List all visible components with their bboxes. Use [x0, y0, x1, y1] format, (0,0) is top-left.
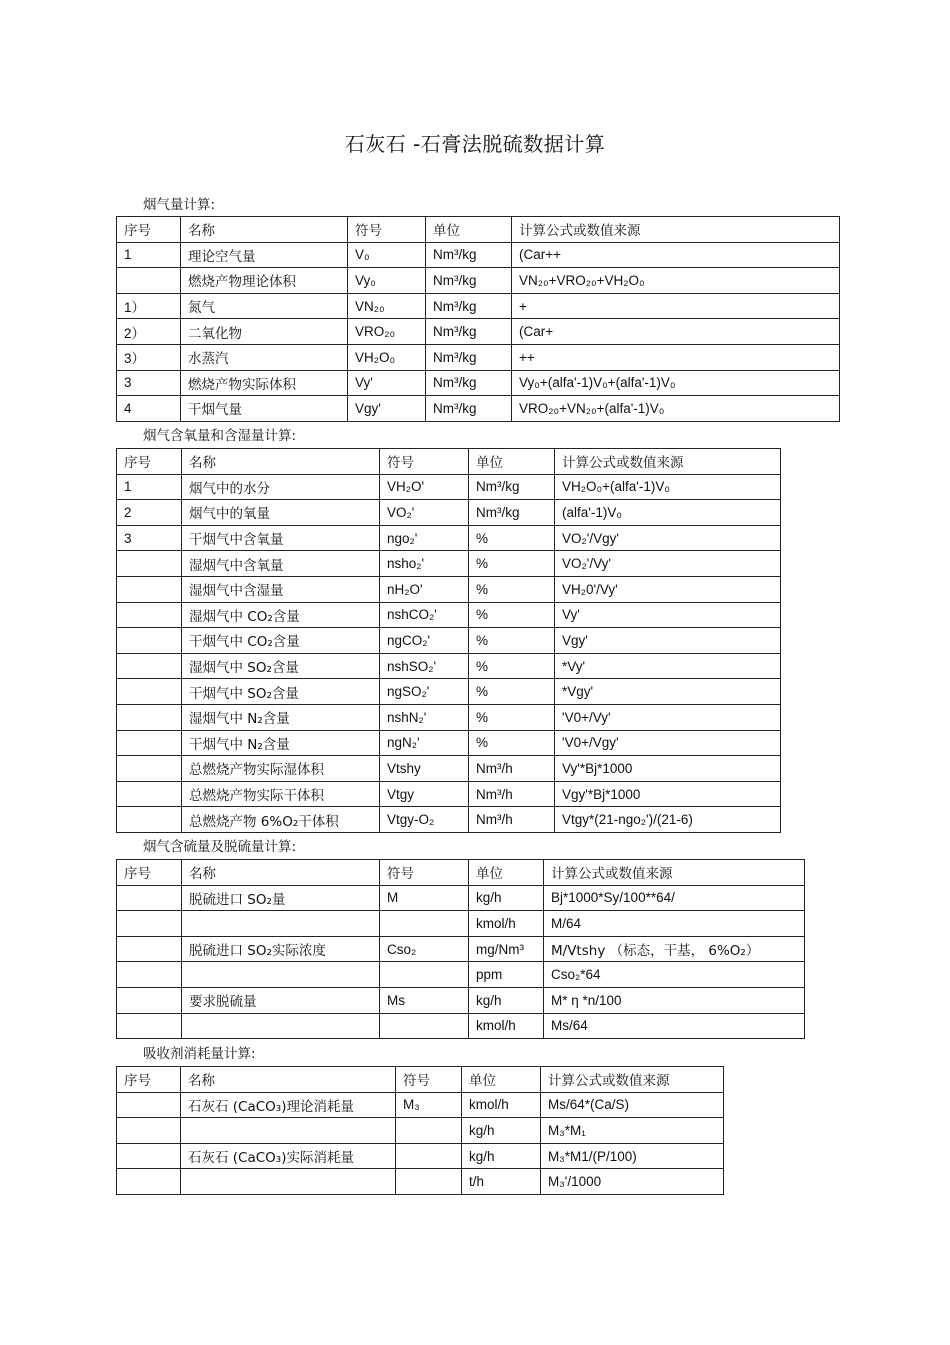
cell-name	[182, 962, 380, 988]
table-row	[117, 268, 840, 294]
cell-symbol: VN₂₀	[348, 293, 426, 319]
table-row	[117, 319, 840, 345]
cell-unit: %	[469, 730, 555, 756]
cell-index	[117, 551, 182, 577]
cell-formula: Vtgy*(21-ngo₂')/(21-6)	[555, 807, 781, 833]
cell-name	[181, 1118, 396, 1144]
cell-formula: Bj*1000*Sy/100**64/	[544, 885, 805, 911]
table-row	[117, 525, 781, 551]
cell-index	[117, 1092, 181, 1118]
cell-formula: VH₂O₀+(alfa'-1)V₀	[555, 474, 781, 500]
cell-unit: kg/h	[469, 987, 544, 1013]
cell-name: 石灰石 (CaCO₃)理论消耗量	[181, 1092, 396, 1118]
cell-formula: M₃*M1/(P/100)	[541, 1143, 724, 1169]
cell-unit: t/h	[462, 1169, 541, 1195]
cell-unit: Nm³/kg	[469, 474, 555, 500]
cell-unit: kmol/h	[469, 1013, 544, 1039]
cell-symbol: ngN₂'	[380, 730, 469, 756]
cell-symbol: nsho₂'	[380, 551, 469, 577]
cell-name: 湿烟气中含氧量	[182, 551, 380, 577]
cell-name: 干烟气中含氧量	[182, 525, 380, 551]
cell-symbol: Ms	[380, 987, 469, 1013]
cell-index	[117, 962, 182, 988]
table-row	[117, 730, 781, 756]
header-index: 序号	[117, 449, 182, 475]
cell-formula: Ms/64	[544, 1013, 805, 1039]
cell-index: 3）	[117, 344, 181, 370]
header-unit: 单位	[469, 449, 555, 475]
table-row	[117, 704, 781, 730]
cell-name	[182, 911, 380, 937]
cell-index	[117, 911, 182, 937]
table-row	[117, 962, 805, 988]
cell-unit: %	[469, 653, 555, 679]
cell-unit: Nm³/kg	[426, 293, 512, 319]
cell-index	[117, 756, 182, 782]
cell-symbol: Vtshy	[380, 756, 469, 782]
cell-unit: kmol/h	[462, 1092, 541, 1118]
cell-formula: VO₂'/Vgy'	[555, 525, 781, 551]
table-row	[117, 1143, 724, 1169]
cell-index: 1	[117, 474, 182, 500]
cell-index	[117, 602, 182, 628]
cell-formula: Ms/64*(Ca/S)	[541, 1092, 724, 1118]
cell-index	[117, 576, 182, 602]
cell-name: 总燃烧产物实际湿体积	[182, 756, 380, 782]
cell-unit: %	[469, 551, 555, 577]
cell-name: 氮气	[181, 293, 348, 319]
cell-unit: kmol/h	[469, 911, 544, 937]
section-label-flue-gas-volume: 烟气量计算:	[143, 197, 216, 213]
cell-name: 烟气中的氧量	[182, 500, 380, 526]
cell-name: 干烟气量	[181, 396, 348, 422]
cell-formula: M₃'/1000	[541, 1169, 724, 1195]
cell-formula: +	[512, 293, 840, 319]
cell-formula: Vy'	[555, 602, 781, 628]
page-title: 石灰石 -石膏法脱硫数据计算	[344, 132, 606, 156]
cell-symbol: nshN₂'	[380, 704, 469, 730]
table-row	[117, 1013, 805, 1039]
cell-symbol	[380, 911, 469, 937]
cell-name: 湿烟气中 CO₂含量	[182, 602, 380, 628]
cell-unit: Nm³/h	[469, 756, 555, 782]
cell-formula: (Car++	[512, 242, 840, 268]
cell-formula: VH₂0'/Vy'	[555, 576, 781, 602]
cell-symbol: Vy'	[348, 370, 426, 396]
table-row	[117, 756, 781, 782]
cell-formula: M/Vtshy （标态，干基， 6%O₂）	[544, 936, 805, 962]
cell-symbol: VO₂'	[380, 500, 469, 526]
header-name: 名称	[182, 860, 380, 886]
cell-unit: kg/h	[462, 1143, 541, 1169]
cell-name: 脱硫进口 SO₂实际浓度	[182, 936, 380, 962]
cell-index	[117, 730, 182, 756]
cell-formula: (alfa'-1)V₀	[555, 500, 781, 526]
table-row	[117, 936, 805, 962]
table-header-row	[117, 1067, 724, 1093]
header-name: 名称	[181, 1067, 396, 1093]
cell-unit: %	[469, 628, 555, 654]
cell-index	[117, 1118, 181, 1144]
table-row	[117, 293, 840, 319]
cell-formula: Vgy'	[555, 628, 781, 654]
cell-symbol	[380, 962, 469, 988]
cell-name: 脱硫进口 SO₂量	[182, 885, 380, 911]
table-row	[117, 1169, 724, 1195]
table-row	[117, 474, 781, 500]
cell-name: 烟气中的水分	[182, 474, 380, 500]
table-row	[117, 987, 805, 1013]
cell-symbol: nH₂O'	[380, 576, 469, 602]
cell-name	[182, 1013, 380, 1039]
cell-symbol: VH₂O₀	[348, 344, 426, 370]
cell-name: 干烟气中 N₂含量	[182, 730, 380, 756]
section-label-absorbent: 吸收剂消耗量计算:	[143, 1046, 256, 1062]
cell-formula: M/64	[544, 911, 805, 937]
header-symbol: 符号	[380, 860, 469, 886]
cell-index	[117, 1013, 182, 1039]
cell-index	[117, 628, 182, 654]
section-label-sulfur: 烟气含硫量及脱硫量计算:	[143, 839, 297, 855]
cell-symbol: V₀	[348, 242, 426, 268]
cell-formula: (Car+	[512, 319, 840, 345]
cell-formula: VN₂₀+VRO₂₀+VH₂O₀	[512, 268, 840, 294]
cell-formula: Cso₂*64	[544, 962, 805, 988]
cell-formula: M₃*M₁	[541, 1118, 724, 1144]
cell-symbol	[396, 1143, 462, 1169]
cell-name: 干烟气中 CO₂含量	[182, 628, 380, 654]
cell-unit: kg/h	[469, 885, 544, 911]
cell-name	[181, 1169, 396, 1195]
header-unit: 单位	[469, 860, 544, 886]
table-row	[117, 807, 781, 833]
cell-unit: %	[469, 525, 555, 551]
header-index: 序号	[117, 1067, 181, 1093]
cell-index: 2	[117, 500, 182, 526]
cell-unit: mg/Nm³	[469, 936, 544, 962]
cell-symbol: Vgy'	[348, 396, 426, 422]
cell-index	[117, 268, 181, 294]
cell-formula: *Vy'	[555, 653, 781, 679]
cell-name: 要求脱硫量	[182, 987, 380, 1013]
table-row	[117, 344, 840, 370]
cell-symbol: M	[380, 885, 469, 911]
cell-symbol	[380, 1013, 469, 1039]
cell-unit: ppm	[469, 962, 544, 988]
cell-unit: Nm³/kg	[469, 500, 555, 526]
header-name: 名称	[182, 449, 380, 475]
cell-formula: ++	[512, 344, 840, 370]
cell-symbol	[396, 1169, 462, 1195]
header-formula: 计算公式或数值来源	[544, 860, 805, 886]
cell-symbol	[396, 1118, 462, 1144]
cell-index	[117, 781, 182, 807]
cell-symbol: nshCO₂'	[380, 602, 469, 628]
cell-name: 燃烧产物理论体积	[181, 268, 348, 294]
cell-name: 水蒸汽	[181, 344, 348, 370]
cell-index	[117, 807, 182, 833]
cell-index: 1	[117, 242, 181, 268]
cell-unit: %	[469, 576, 555, 602]
table-header-row	[117, 449, 781, 475]
table-row	[117, 911, 805, 937]
table-row	[117, 576, 781, 602]
header-index: 序号	[117, 217, 181, 243]
cell-symbol: ngCO₂'	[380, 628, 469, 654]
cell-index	[117, 1169, 181, 1195]
cell-name: 干烟气中 SO₂含量	[182, 679, 380, 705]
cell-unit: Nm³/h	[469, 807, 555, 833]
cell-unit: Nm³/kg	[426, 319, 512, 345]
cell-symbol: ngSO₂'	[380, 679, 469, 705]
cell-index: 3	[117, 370, 181, 396]
cell-unit: %	[469, 602, 555, 628]
section-label-oxygen-moisture: 烟气含氧量和含湿量计算:	[143, 428, 297, 444]
cell-name: 二氧化物	[181, 319, 348, 345]
table-absorbent	[116, 1066, 724, 1195]
cell-index	[117, 936, 182, 962]
cell-formula: 'V0+/Vy'	[555, 704, 781, 730]
table-header-row	[117, 860, 805, 886]
cell-symbol: nshSO₂'	[380, 653, 469, 679]
cell-unit: Nm³/kg	[426, 344, 512, 370]
cell-index	[117, 704, 182, 730]
cell-name: 湿烟气中 N₂含量	[182, 704, 380, 730]
cell-symbol: Vy₀	[348, 268, 426, 294]
table-row	[117, 242, 840, 268]
table-row	[117, 1092, 724, 1118]
table-oxygen-moisture	[116, 448, 781, 833]
cell-name: 石灰石 (CaCO₃)实际消耗量	[181, 1143, 396, 1169]
cell-symbol: Cso₂	[380, 936, 469, 962]
cell-formula: Vy'*Bj*1000	[555, 756, 781, 782]
header-symbol: 符号	[380, 449, 469, 475]
cell-unit: Nm³/kg	[426, 268, 512, 294]
cell-index	[117, 885, 182, 911]
cell-unit: Nm³/kg	[426, 396, 512, 422]
cell-index	[117, 679, 182, 705]
cell-formula: Vgy'*Bj*1000	[555, 781, 781, 807]
table-header-row	[117, 217, 840, 243]
header-unit: 单位	[462, 1067, 541, 1093]
cell-unit: Nm³/kg	[426, 370, 512, 396]
header-formula: 计算公式或数值来源	[512, 217, 840, 243]
table-row	[117, 602, 781, 628]
cell-index: 2）	[117, 319, 181, 345]
cell-name: 湿烟气中 SO₂含量	[182, 653, 380, 679]
cell-index	[117, 1143, 181, 1169]
cell-symbol: ngo₂'	[380, 525, 469, 551]
cell-name: 总燃烧产物实际干体积	[182, 781, 380, 807]
cell-symbol: Vtgy	[380, 781, 469, 807]
table-row	[117, 628, 781, 654]
table-sulfur	[116, 859, 805, 1039]
table-row	[117, 653, 781, 679]
cell-unit: %	[469, 704, 555, 730]
table-row	[117, 679, 781, 705]
cell-index: 4	[117, 396, 181, 422]
cell-formula: 'V0+/Vgy'	[555, 730, 781, 756]
table-row	[117, 885, 805, 911]
table-flue-gas-volume	[116, 216, 840, 422]
table-row	[117, 500, 781, 526]
cell-index	[117, 653, 182, 679]
cell-name: 湿烟气中含湿量	[182, 576, 380, 602]
cell-index: 3	[117, 525, 182, 551]
cell-symbol: VRO₂₀	[348, 319, 426, 345]
cell-formula: VRO₂₀+VN₂₀+(alfa'-1)V₀	[512, 396, 840, 422]
cell-unit: %	[469, 679, 555, 705]
cell-symbol: VH₂O'	[380, 474, 469, 500]
cell-name: 理论空气量	[181, 242, 348, 268]
cell-name: 燃烧产物实际体积	[181, 370, 348, 396]
cell-symbol: Vtgy-O₂	[380, 807, 469, 833]
header-formula: 计算公式或数值来源	[555, 449, 781, 475]
cell-formula: *Vgy'	[555, 679, 781, 705]
cell-unit: Nm³/h	[469, 781, 555, 807]
cell-unit: Nm³/kg	[426, 242, 512, 268]
table-row	[117, 1118, 724, 1144]
header-formula: 计算公式或数值来源	[541, 1067, 724, 1093]
header-symbol: 符号	[396, 1067, 462, 1093]
cell-formula: Vy₀+(alfa'-1)V₀+(alfa'-1)V₀	[512, 370, 840, 396]
header-unit: 单位	[426, 217, 512, 243]
header-index: 序号	[117, 860, 182, 886]
table-row	[117, 370, 840, 396]
cell-formula: VO₂'/Vy'	[555, 551, 781, 577]
cell-index	[117, 987, 182, 1013]
header-name: 名称	[181, 217, 348, 243]
table-row	[117, 396, 840, 422]
cell-symbol: M₃	[396, 1092, 462, 1118]
table-row	[117, 781, 781, 807]
cell-unit: kg/h	[462, 1118, 541, 1144]
cell-formula: M* η *n/100	[544, 987, 805, 1013]
cell-name: 总燃烧产物 6%O₂干体积	[182, 807, 380, 833]
table-row	[117, 551, 781, 577]
header-symbol: 符号	[348, 217, 426, 243]
cell-index: 1）	[117, 293, 181, 319]
